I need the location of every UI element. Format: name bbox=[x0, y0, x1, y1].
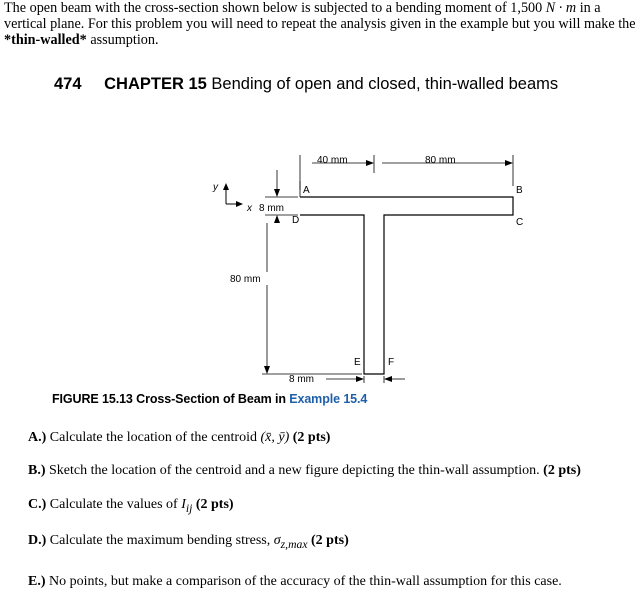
chapter-label: CHAPTER 15 bbox=[104, 75, 207, 93]
point-label-f: F bbox=[388, 357, 395, 368]
question-c-subscript: ij bbox=[185, 501, 193, 515]
dim-web-height-arrowhead bbox=[264, 366, 270, 374]
question-b-label: B.) bbox=[28, 463, 46, 478]
question-e-text: No points, but make a comparison of the accuracy of the thin-wall assumption for this case. bbox=[45, 574, 562, 589]
question-a-label: A.) bbox=[28, 430, 47, 445]
dim-thickness-arrowhead-top bbox=[274, 189, 280, 197]
dim-label-80mm-flange: 80 mm bbox=[425, 155, 456, 166]
intro-unit: N · m bbox=[545, 0, 577, 16]
figure-caption bbox=[52, 392, 367, 406]
dim-arrow-80 bbox=[505, 160, 513, 166]
question-a-text: Calculate the location of the centroid bbox=[46, 430, 261, 445]
question-d-text: Calculate the maximum bending stress, bbox=[46, 533, 274, 548]
question-d-math: σ bbox=[273, 533, 281, 548]
dim-label-80mm-web: 80 mm bbox=[230, 274, 261, 285]
caption-text: FIGURE 15.13 Cross-Section of Beam in bbox=[52, 392, 290, 406]
point-label-c: C bbox=[516, 217, 524, 228]
question-d-label: D.) bbox=[28, 533, 47, 548]
question-c-text: Calculate the values of bbox=[46, 497, 182, 512]
question-a bbox=[28, 430, 330, 446]
question-c-points: (2 pts) bbox=[192, 497, 234, 512]
question-b-text: Sketch the location of the centroid and a new figure depicting the thin-wall assumption. bbox=[45, 463, 540, 478]
caption-example-link[interactable]: Example 15.4 bbox=[289, 392, 368, 406]
question-c bbox=[28, 497, 234, 515]
chapter-title: Bending of open and closed, thin-walled beams bbox=[211, 75, 559, 93]
question-d bbox=[28, 533, 349, 551]
question-b bbox=[28, 463, 581, 479]
intro-emphasis: *thin-walled* bbox=[4, 32, 87, 48]
dim-thickness-arrowhead-bot bbox=[274, 215, 280, 223]
point-label-d: D bbox=[292, 215, 300, 226]
x-axis-arrowhead bbox=[236, 201, 243, 207]
question-e-label: E.) bbox=[28, 574, 46, 589]
dim-label-8mm-web: 8 mm bbox=[289, 374, 314, 385]
page-number: 474 bbox=[54, 75, 82, 93]
intro-text-3: assumption. bbox=[86, 32, 159, 48]
x-axis-label: x bbox=[247, 203, 252, 214]
question-c-math: I bbox=[181, 497, 186, 512]
question-a-points: (2 pts) bbox=[289, 430, 331, 445]
question-d-subscript: z,max bbox=[280, 537, 308, 551]
question-b-points: (2 pts) bbox=[539, 463, 581, 478]
dim-web-thick-arrowhead-right bbox=[384, 376, 392, 382]
question-e bbox=[28, 574, 562, 590]
point-label-a: A bbox=[303, 185, 310, 196]
dim-web-thick-arrowhead-left bbox=[356, 376, 364, 382]
dim-label-40mm: 40 mm bbox=[317, 155, 348, 166]
dim-arrow-40 bbox=[366, 160, 374, 166]
point-label-b: B bbox=[516, 185, 523, 196]
point-label-e: E bbox=[354, 357, 361, 368]
dim-label-8mm-top: 8 mm bbox=[259, 203, 284, 214]
question-d-points: (2 pts) bbox=[307, 533, 349, 548]
beam-outline bbox=[300, 197, 513, 374]
intro-text-1: The open beam with the cross-section shown below is subjected to a bending moment of 1,500 bbox=[4, 0, 546, 16]
question-a-math: (x̄, ȳ) bbox=[260, 430, 290, 445]
intro-text-2: in a vertical plane. For this problem you will need to repeat the analysis given in the example but you will make the bbox=[4, 0, 636, 32]
y-axis-arrowhead bbox=[223, 183, 229, 190]
y-axis-label: y bbox=[213, 182, 218, 193]
question-c-label: C.) bbox=[28, 497, 47, 512]
